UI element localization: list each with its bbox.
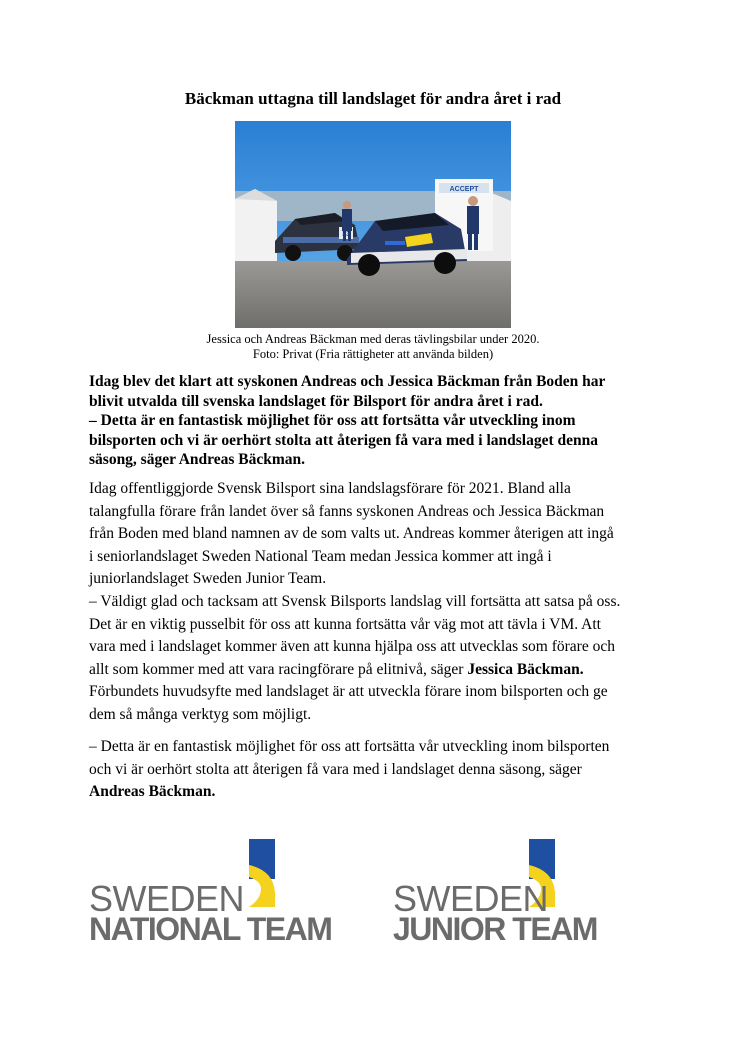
body-paragraph-1 [89,478,669,591]
paragraph-line: från Boden med bland namnen av de som valts ut. Andreas kommer återigen att ingå [89,525,614,542]
lead-line: säsong, säger Andreas Bäckman. [89,451,306,469]
photo-caption-line-2: Foto: Privat (Fria rättigheter att använda bilden) [252,347,494,361]
sweden-junior-team-logo [393,837,633,947]
paragraph-line: Förbundets huvudsyfte med landslaget är att utveckla förare inom bilsporten och ge [89,683,608,700]
lead-line: Idag blev det klart att syskonen Andreas och Jessica Bäckman från Boden har [89,373,606,390]
body-paragraph-2 [89,591,669,681]
logo-word-junior-team: JUNIOR TEAM [393,911,597,947]
paragraph-line: – Detta är en fantastisk möjlighet för oss att fortsätta vår utveckling inom bilsporten [89,738,610,755]
paragraph-line: juniorlandslaget Sweden Junior Team. [89,570,327,587]
logo-word-sweden: SWEDEN [89,878,245,919]
paragraph-line: talangfulla förare från landet över så fanns syskonen Andreas och Jessica Bäckman [89,502,605,520]
paragraph-line: och vi är oerhört stolta att återigen få vara med i landslaget denna säsong, säger [89,760,582,778]
body-paragraph-4 [89,736,669,804]
quote-attribution: Jessica Bäckman. [467,660,584,678]
photo-caption-line-1: Jessica och Andreas Bäckman med deras tävlingsbilar under 2020. [206,332,540,346]
paragraph-line: dem så många verktyg som möjligt. [89,705,312,723]
logo-word-sweden: SWEDEN [393,878,549,919]
paragraph-text: allt som kommer med att vara racingförare på elitnivå, säger [89,660,468,678]
article-title: Bäckman uttagna till landslaget för andra året i rad [184,89,562,108]
logo-word-national-team: NATIONAL TEAM [89,911,332,947]
lead-line: bilsporten och vi är oerhört stolta att återigen få vara med i landslaget denna [89,431,599,449]
paragraph-line [89,781,669,804]
cars-photo-illustration [235,121,511,328]
lead-line: – Detta är en fantastisk möjlighet för oss att fortsätta vår utveckling inom [89,412,576,430]
sign-text: ACCEPT [449,186,479,193]
paragraph-line: i seniorlandslaget Sweden National Team medan Jessica kommer att ingå i [89,547,552,565]
sweden-national-team-logo [89,837,359,947]
paragraph-line: Det är en viktig pusselbit för oss att kunna fortsätta vår väg mot att tävla i VM. Att [89,615,601,633]
quote-attribution: Andreas Bäckman. [89,783,216,800]
paragraph-line: Idag offentliggjorde Svensk Bilsport sina landslagsförare för 2021. Bland alla [89,480,571,497]
team-photo [235,121,511,328]
paragraph-line [89,659,669,682]
paragraph-line: vara med i landslaget kommer även att kunna hjälpa oss att utvecklas som förare och [89,638,615,655]
lead-line: blivit utvalda till svenska landslaget för Bilsport för andra året i rad. [89,392,543,410]
body-paragraph-3 [89,681,669,726]
lead-paragraph [89,372,669,470]
paragraph-line: – Väldigt glad och tacksam att Svensk Bilsports landslag vill fortsätta att satsa på oss. [89,593,621,610]
